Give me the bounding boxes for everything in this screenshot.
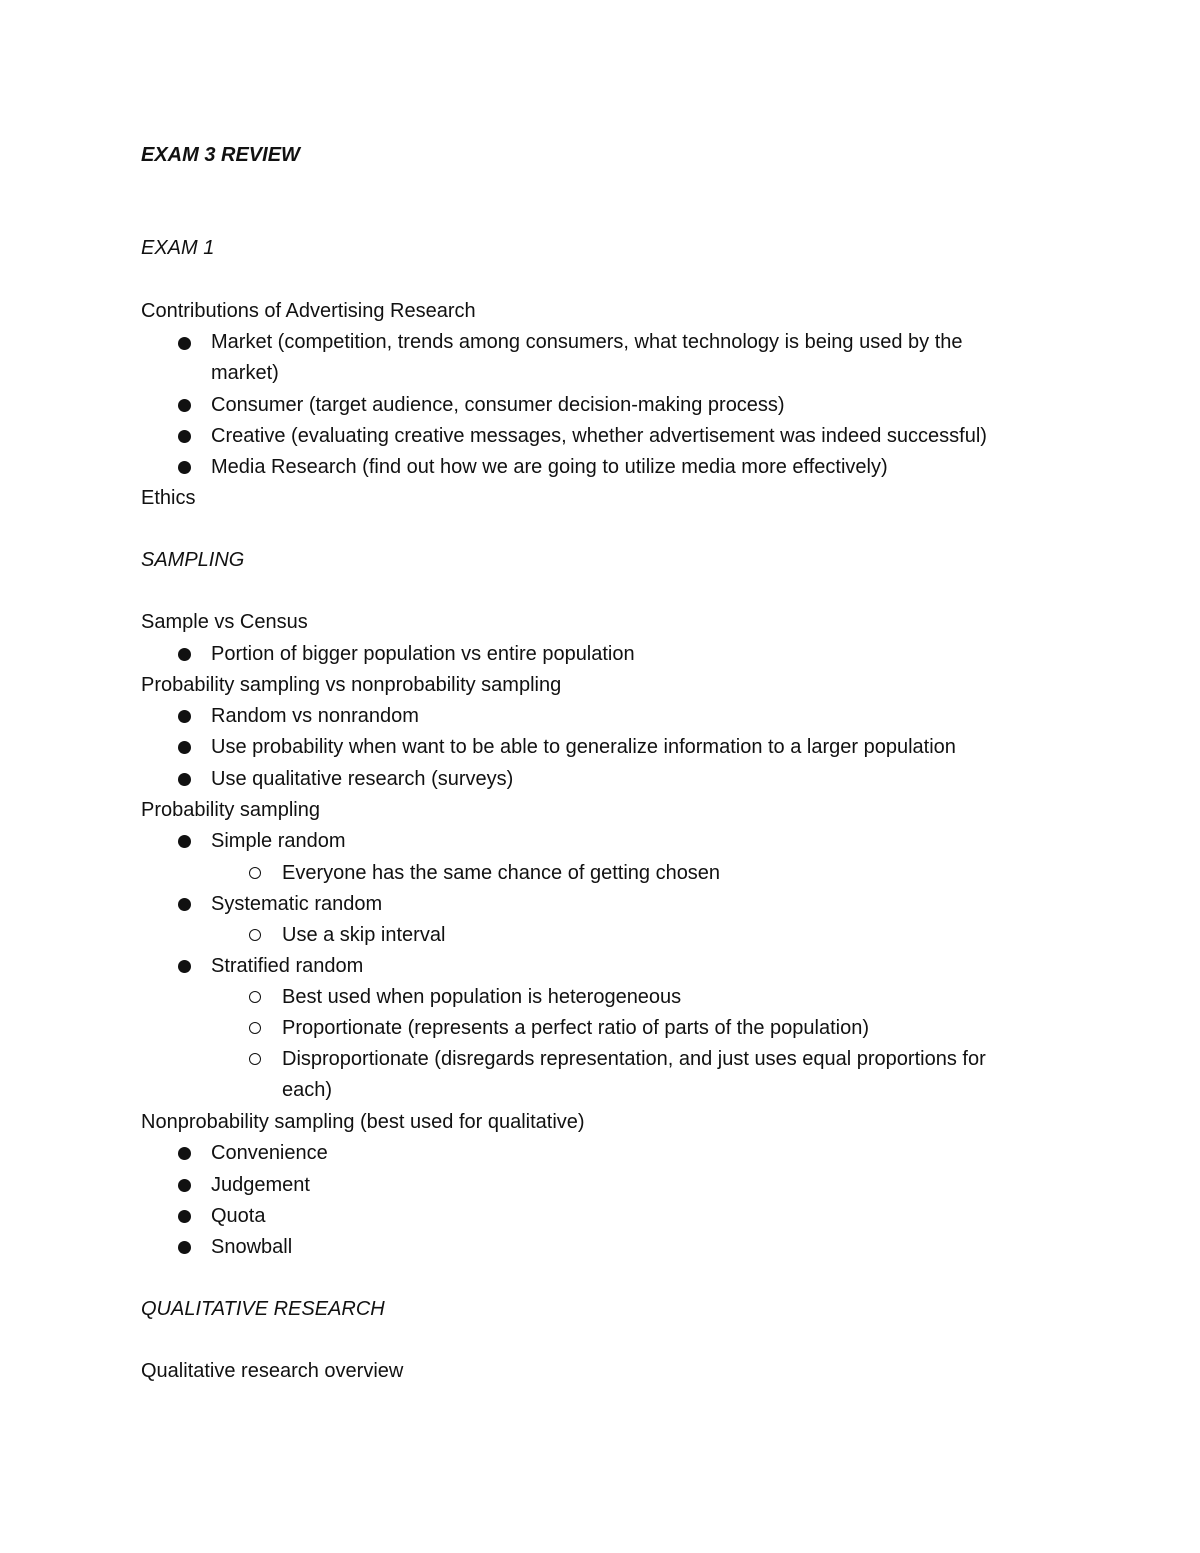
section-heading-qualitative-research: QUALITATIVE RESEARCH bbox=[141, 1298, 385, 1320]
contributions-title: Contributions of Advertising Research bbox=[141, 300, 476, 322]
list-item: Snowball bbox=[211, 1236, 293, 1258]
sample-vs-census-title: Sample vs Census bbox=[141, 611, 308, 633]
hollow-bullet-icon bbox=[249, 1022, 261, 1034]
hollow-bullet-icon bbox=[249, 867, 261, 879]
qualitative-overview-title: Qualitative research overview bbox=[141, 1360, 404, 1382]
bullet-icon bbox=[178, 741, 191, 754]
list-item: Media Research (find out how we are going to utilize media more effectively) bbox=[211, 456, 888, 478]
bullet-icon bbox=[178, 648, 191, 661]
bullet-icon bbox=[178, 898, 191, 911]
list-item: Creative (evaluating creative messages, whether advertisement was indeed successful) bbox=[211, 425, 987, 447]
document-title: EXAM 3 REVIEW bbox=[141, 144, 300, 166]
ethics-title: Ethics bbox=[141, 487, 196, 509]
bullet-icon bbox=[178, 1241, 191, 1254]
list-item: Random vs nonrandom bbox=[211, 705, 419, 727]
bullet-icon bbox=[178, 430, 191, 443]
bullet-icon bbox=[178, 773, 191, 786]
prob-vs-nonprob-title: Probability sampling vs nonprobability sampling bbox=[141, 674, 562, 696]
hollow-bullet-icon bbox=[249, 929, 261, 941]
list-item: Use probability when want to be able to generalize information to a larger population bbox=[211, 736, 956, 758]
sub-list-item: Use a skip interval bbox=[282, 924, 446, 946]
sub-list-item-continuation: each) bbox=[282, 1079, 333, 1101]
hollow-bullet-icon bbox=[249, 1053, 261, 1065]
bullet-icon bbox=[178, 1179, 191, 1192]
probability-sampling-title: Probability sampling bbox=[141, 799, 320, 821]
list-item: Stratified random bbox=[211, 955, 364, 977]
list-item: Judgement bbox=[211, 1174, 310, 1196]
bullet-icon bbox=[178, 710, 191, 723]
bullet-icon bbox=[178, 461, 191, 474]
list-item: Quota bbox=[211, 1205, 266, 1227]
list-item: Use qualitative research (surveys) bbox=[211, 768, 514, 790]
sub-list-item: Best used when population is heterogeneous bbox=[282, 986, 682, 1008]
nonprobability-sampling-title: Nonprobability sampling (best used for qualitative) bbox=[141, 1111, 585, 1133]
sub-list-item: Proportionate (represents a perfect ratio of parts of the population) bbox=[282, 1017, 870, 1039]
bullet-icon bbox=[178, 337, 191, 350]
list-item: Portion of bigger population vs entire population bbox=[211, 643, 635, 665]
bullet-icon bbox=[178, 399, 191, 412]
bullet-icon bbox=[178, 1147, 191, 1160]
sub-list-item: Disproportionate (disregards representation, and just uses equal proportions for bbox=[282, 1048, 986, 1070]
section-heading-sampling: SAMPLING bbox=[141, 549, 245, 571]
list-item: Simple random bbox=[211, 830, 346, 852]
bullet-icon bbox=[178, 960, 191, 973]
list-item: Systematic random bbox=[211, 893, 383, 915]
list-item-continuation: market) bbox=[211, 362, 279, 384]
section-heading-exam-1: EXAM 1 bbox=[141, 237, 215, 259]
bullet-icon bbox=[178, 1210, 191, 1223]
list-item: Market (competition, trends among consumers, what technology is being used by the bbox=[211, 331, 963, 353]
bullet-icon bbox=[178, 835, 191, 848]
hollow-bullet-icon bbox=[249, 991, 261, 1003]
list-item: Consumer (target audience, consumer decision-making process) bbox=[211, 394, 785, 416]
list-item: Convenience bbox=[211, 1142, 328, 1164]
sub-list-item: Everyone has the same chance of getting chosen bbox=[282, 862, 721, 884]
